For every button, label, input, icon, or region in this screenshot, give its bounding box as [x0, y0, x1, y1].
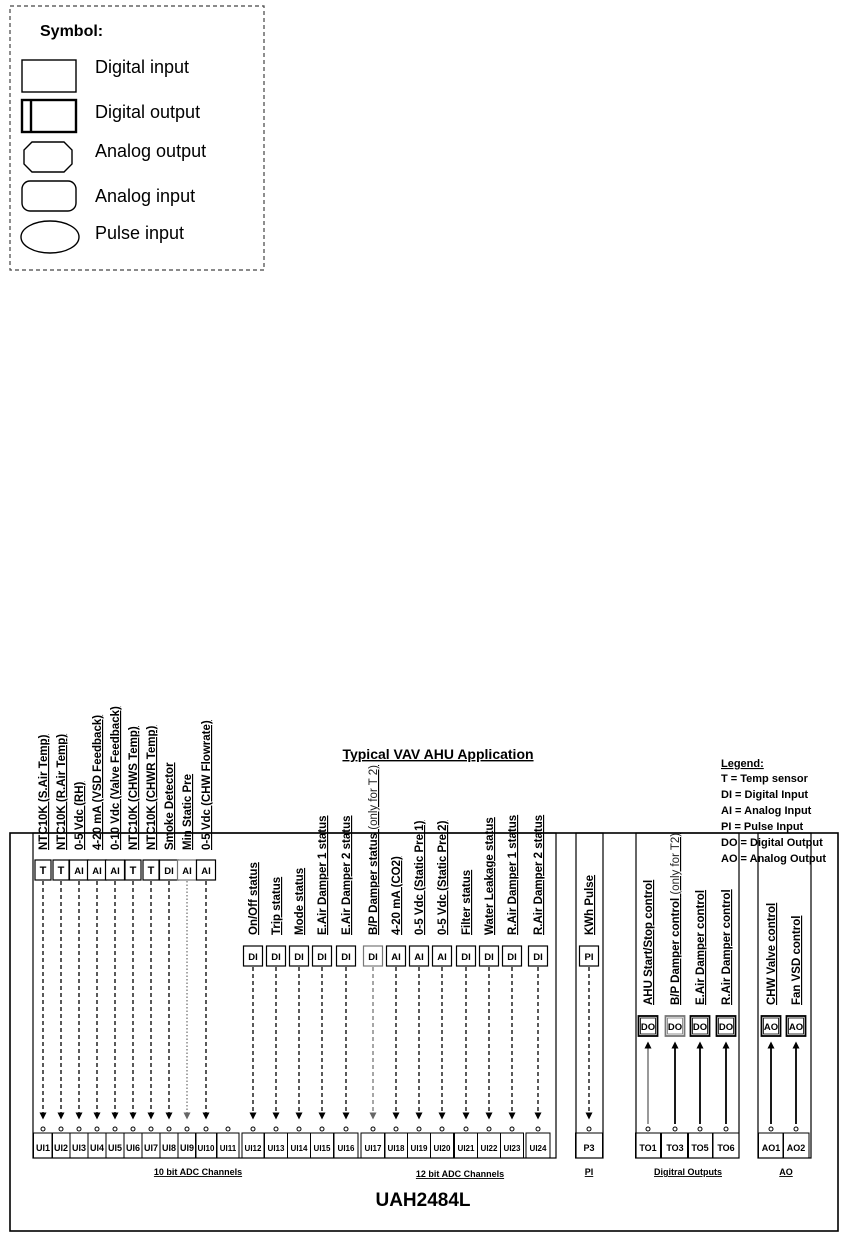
- screw-terminal-icon: [95, 1127, 99, 1131]
- terminal-label: UI18: [387, 1144, 405, 1153]
- signal-label: [414, 820, 426, 935]
- io-tag-ui3: [70, 860, 89, 880]
- terminal-ui6: [124, 1127, 142, 1158]
- io-tag-ui6: [125, 860, 141, 880]
- signal-label: [294, 868, 306, 935]
- terminal-label: UI8: [161, 1143, 177, 1153]
- io-tag-text: AI: [110, 866, 120, 877]
- signal-label: [128, 726, 140, 850]
- screw-terminal-icon: [204, 1127, 208, 1131]
- signal-label: [584, 875, 596, 935]
- signal-text: KWh Pulse: [584, 874, 596, 935]
- terminal-ui19: [408, 1127, 431, 1158]
- screw-terminal-icon: [769, 1127, 773, 1131]
- io-tag-text: DI: [317, 952, 327, 963]
- terminal-label: UI20: [433, 1144, 451, 1153]
- terminal-label: UI9: [179, 1143, 195, 1153]
- terminal-label: UI19: [410, 1144, 428, 1153]
- abbreviation-legend-title: Legend:: [721, 758, 764, 770]
- screw-terminal-icon: [131, 1127, 135, 1131]
- signal-note: (only for T2): [670, 832, 682, 898]
- signal-label: [461, 870, 473, 935]
- io-tag-text: DO: [667, 1022, 683, 1033]
- terminal-label: UI12: [244, 1144, 262, 1153]
- terminal-label: UI3: [71, 1143, 87, 1153]
- screw-terminal-icon: [149, 1127, 153, 1131]
- signal-label: [643, 880, 655, 1005]
- io-tag-text: T: [147, 865, 155, 877]
- terminal-ui21: [455, 1127, 478, 1158]
- io-tag-text: T: [39, 865, 47, 877]
- signal-label: [271, 877, 283, 935]
- terminal-label: P3: [583, 1143, 595, 1153]
- terminal-to5: [688, 1127, 713, 1158]
- group-label-10bit-adc: 10 bit ADC Channels: [153, 1167, 243, 1177]
- signal-text: Filter status: [461, 869, 473, 935]
- signal-label: [146, 725, 158, 850]
- screw-terminal-icon: [487, 1127, 491, 1131]
- io-tag-ui13: [267, 946, 286, 966]
- group-label-12bit-adc: 12 bit ADC Channels: [415, 1169, 505, 1179]
- signal-text: On/Off status: [248, 862, 260, 935]
- signal-text: NTC10K (R.Air Temp): [56, 733, 68, 850]
- io-tag-text: AI: [74, 866, 84, 877]
- screw-terminal-icon: [646, 1127, 650, 1131]
- screw-terminal-icon: [320, 1127, 324, 1131]
- screw-terminal-icon: [510, 1127, 514, 1131]
- io-tag-to3: [666, 1016, 685, 1036]
- terminal-ui15: [311, 1127, 334, 1158]
- io-tag-p3: [580, 946, 599, 966]
- io-tag-text: AI: [201, 866, 211, 877]
- terminal-ui14: [288, 1127, 311, 1158]
- signal-text: NTC10K (S.Air Temp): [38, 734, 50, 850]
- io-tag-ui21: [457, 946, 476, 966]
- io-tag-ui16: [337, 946, 356, 966]
- terminal-label: UI4: [89, 1143, 105, 1153]
- io-tag-text: AI: [391, 952, 401, 963]
- terminal-p3: [576, 1127, 603, 1158]
- group-label-digital-outputs: Digitral Outputs: [654, 1167, 722, 1177]
- signal-label: [791, 916, 803, 1005]
- terminal-ui13: [265, 1127, 288, 1158]
- diagram-title: Typical VAV AHU Application: [342, 746, 534, 762]
- io-tag-ui4: [88, 860, 107, 880]
- terminal-to3: [662, 1127, 689, 1158]
- io-tag-text: DI: [533, 952, 543, 963]
- signal-text: 0-5 Vdc (Static Pre 2): [437, 820, 449, 935]
- terminal-label: UI15: [313, 1144, 331, 1153]
- io-tag-text: AI: [182, 866, 192, 877]
- terminal-label: UI7: [143, 1143, 159, 1153]
- terminal-label: UI1: [35, 1143, 51, 1153]
- io-tag-to6: [717, 1016, 736, 1036]
- io-tag-text: T: [129, 865, 137, 877]
- screw-terminal-icon: [440, 1127, 444, 1131]
- terminal-to6: [713, 1127, 739, 1158]
- io-tag-text: DO: [718, 1022, 734, 1033]
- io-tag-ui22: [480, 946, 499, 966]
- io-tag-to5: [691, 1016, 710, 1036]
- symbol-legend: [10, 6, 264, 270]
- screw-terminal-icon: [724, 1127, 728, 1131]
- io-tag-text: DI: [461, 952, 471, 963]
- symbol-label-digital-input: Digital input: [95, 57, 190, 77]
- terminal-ui8: [160, 1127, 178, 1158]
- screw-terminal-icon: [251, 1127, 255, 1131]
- signal-label: [437, 820, 449, 935]
- terminal-label: UI23: [503, 1144, 521, 1153]
- terminal-label: UI14: [290, 1144, 308, 1153]
- digital-input-symbol: [22, 60, 76, 92]
- terminal-ui9: [178, 1127, 196, 1158]
- io-tag-text: DI: [368, 952, 378, 963]
- signal-label: [368, 765, 380, 935]
- io-tag-to1: [639, 1016, 658, 1036]
- signal-label: [484, 817, 496, 935]
- signal-label: [38, 734, 50, 850]
- signal-text: B/P Damper control: [670, 897, 682, 1005]
- signal-label: [317, 815, 329, 935]
- screw-terminal-icon: [344, 1127, 348, 1131]
- screw-terminal-icon: [297, 1127, 301, 1131]
- io-tag-ui12: [244, 946, 263, 966]
- terminal-ui17: [361, 1127, 385, 1158]
- signal-text: R.Air Damper control: [721, 889, 733, 1005]
- signal-label: [766, 903, 778, 1005]
- signal-text: NTC10K (CHWS Temp): [128, 726, 140, 850]
- signal-text: AHU Start/Stop control: [643, 879, 655, 1005]
- terminal-ao2: [783, 1127, 809, 1158]
- terminal-label: UI11: [219, 1144, 237, 1153]
- signal-label: [92, 715, 104, 850]
- terminal-to1: [636, 1127, 661, 1158]
- io-tag-text: AI: [92, 866, 102, 877]
- terminal-label: UI21: [457, 1144, 475, 1153]
- signal-label: [201, 720, 213, 850]
- screw-terminal-icon: [77, 1127, 81, 1131]
- symbol-label-analog-input: Analog input: [95, 186, 196, 206]
- io-tag-ao1: [762, 1016, 781, 1036]
- signal-label: [721, 889, 733, 1005]
- io-tag-ui1: [35, 860, 51, 880]
- io-tag-text: DI: [271, 952, 281, 963]
- io-tag-text: AO: [788, 1022, 804, 1033]
- terminal-ui20: [431, 1127, 454, 1158]
- terminal-label: AO2: [786, 1143, 806, 1153]
- analog-output-symbol: [24, 142, 72, 172]
- terminal-label: UI16: [337, 1144, 355, 1153]
- signal-text: E.Air Damper 1 status: [317, 815, 329, 935]
- analog-input-symbol: [22, 181, 76, 211]
- io-tag-ui23: [503, 946, 522, 966]
- screw-terminal-icon: [794, 1127, 798, 1131]
- terminal-ui5: [106, 1127, 124, 1158]
- signal-text: 0-5 Vdc (CHW Flowrate): [201, 720, 213, 850]
- signal-text: E.Air Damper control: [695, 889, 707, 1005]
- terminal-ui23: [501, 1127, 524, 1158]
- signal-text: 4-20 mA (VSD Feedback): [92, 714, 104, 850]
- legend-line: AI = Analog Input: [721, 805, 812, 817]
- signal-text: 0-5 Vdc (Static Pre 1): [414, 820, 426, 935]
- terminal-label: AO1: [761, 1143, 781, 1153]
- symbol-legend-title: Symbol:: [40, 23, 104, 40]
- signal-text: Smoke Detector: [164, 762, 176, 850]
- terminal-ui2: [52, 1127, 70, 1158]
- legend-line: DO = Digital Output: [721, 837, 823, 849]
- screw-terminal-icon: [226, 1127, 230, 1131]
- terminal-label: TO6: [717, 1143, 735, 1153]
- terminal-label: TO1: [639, 1143, 657, 1153]
- terminal-label: UI22: [480, 1144, 498, 1153]
- signal-label: [56, 734, 68, 850]
- signal-text: R.Air Damper 1 status: [507, 814, 519, 935]
- terminal-ui7: [142, 1127, 160, 1158]
- signal-text: CHW Valve control: [766, 902, 778, 1005]
- io-tag-text: DI: [341, 952, 351, 963]
- screw-terminal-icon: [185, 1127, 189, 1131]
- legend-line: PI = Pulse Input: [721, 821, 804, 833]
- io-tag-text: AI: [414, 952, 424, 963]
- signal-text: 0-10 Vdc (Valve Feedback): [110, 706, 122, 850]
- signal-text: NTC10K (CHWR Temp): [146, 725, 158, 850]
- signal-text: E.Air Damper 2 status: [341, 815, 353, 935]
- screw-terminal-icon: [464, 1127, 468, 1131]
- io-tag-text: DO: [692, 1022, 708, 1033]
- signal-label: [182, 774, 194, 850]
- io-tag-ui7: [143, 860, 159, 880]
- io-tag-ui15: [313, 946, 332, 966]
- terminal-ui18: [385, 1127, 408, 1158]
- signal-label: [391, 856, 403, 935]
- screw-terminal-icon: [41, 1127, 45, 1131]
- io-tag-text: DI: [164, 866, 174, 877]
- signal-text: Trip status: [271, 876, 283, 935]
- terminal-label: UI24: [529, 1144, 547, 1153]
- screw-terminal-icon: [59, 1127, 63, 1131]
- io-tag-text: PI: [584, 952, 594, 963]
- io-tag-ui18: [387, 946, 406, 966]
- terminal-label: TO5: [691, 1143, 709, 1153]
- signal-text: Fan VSD control: [791, 915, 803, 1005]
- io-tag-ui20: [433, 946, 452, 966]
- io-tag-text: DI: [484, 952, 494, 963]
- terminal-label: TO3: [666, 1143, 684, 1153]
- controller-name: UAH2484L: [375, 1190, 471, 1211]
- signal-note: (only for T 2): [368, 764, 380, 833]
- screw-terminal-icon: [394, 1127, 398, 1131]
- io-tag-text: DI: [507, 952, 517, 963]
- terminal-ui24: [526, 1127, 550, 1158]
- terminal-ui10: [196, 1127, 217, 1158]
- io-tag-ui24: [529, 946, 548, 966]
- io-tag-ui14: [290, 946, 309, 966]
- legend-line: AO = Analog Output: [721, 853, 826, 865]
- signal-text: 4-20 mA (CO2): [391, 856, 403, 935]
- signal-text: Mode status: [294, 867, 306, 935]
- io-tag-ui9: [178, 860, 197, 880]
- signal-label: [248, 862, 260, 935]
- screw-terminal-icon: [587, 1127, 591, 1131]
- terminal-label: UI10: [197, 1144, 215, 1153]
- terminal-label: UI13: [267, 1144, 285, 1153]
- signal-label: [533, 815, 545, 935]
- io-tag-text: AI: [437, 952, 447, 963]
- screw-terminal-icon: [673, 1127, 677, 1131]
- io-tag-ui17: [364, 946, 383, 966]
- signal-label: [164, 762, 176, 850]
- legend-line: T = Temp sensor: [721, 773, 808, 785]
- io-tag-ao2: [787, 1016, 806, 1036]
- terminal-label: UI17: [364, 1144, 382, 1153]
- terminal-ui11: [217, 1127, 239, 1158]
- pulse-input-symbol: [21, 221, 79, 253]
- signal-text: R.Air Damper 2 status: [533, 814, 545, 935]
- legend-line: DI = Digital Input: [721, 789, 809, 801]
- terminal-ui22: [478, 1127, 501, 1158]
- symbol-label-analog-output: Analog output: [95, 141, 207, 161]
- terminal-label: UI5: [107, 1143, 123, 1153]
- io-tag-text: DI: [248, 952, 258, 963]
- symbol-label-digital-output: Digital output: [95, 102, 201, 122]
- group-label-ao: AO: [779, 1167, 793, 1177]
- io-tag-ui5: [106, 860, 125, 880]
- io-tag-ui10: [197, 860, 216, 880]
- terminal-ao1: [759, 1127, 784, 1158]
- symbol-label-pulse-input: Pulse input: [95, 223, 185, 243]
- io-tag-text: DI: [294, 952, 304, 963]
- screw-terminal-icon: [536, 1127, 540, 1131]
- terminal-ui1: [34, 1127, 53, 1158]
- io-tag-text: AO: [763, 1022, 779, 1033]
- terminal-ui12: [242, 1127, 264, 1158]
- io-tag-ui8: [160, 860, 179, 880]
- signal-label: [507, 815, 519, 935]
- signal-label: [110, 706, 122, 850]
- signal-label: [74, 781, 86, 850]
- terminal-ui16: [334, 1127, 358, 1158]
- signal-text: Water Leakage status: [484, 817, 496, 935]
- terminal-label: UI2: [53, 1143, 69, 1153]
- signal-text: Min Static Pre: [182, 773, 194, 850]
- screw-terminal-icon: [167, 1127, 171, 1131]
- terminal-ui4: [88, 1127, 106, 1158]
- screw-terminal-icon: [417, 1127, 421, 1131]
- terminals-layer: [34, 706, 810, 1158]
- screw-terminal-icon: [698, 1127, 702, 1131]
- signal-label: [670, 833, 682, 1005]
- signal-text: B/P Damper status: [368, 832, 380, 935]
- signal-label: [341, 815, 353, 935]
- signal-label: [695, 890, 707, 1005]
- signal-text: 0-5 Vdc (RH): [74, 781, 86, 850]
- io-tag-text: T: [57, 865, 65, 877]
- terminal-label: UI6: [125, 1143, 141, 1153]
- screw-terminal-icon: [371, 1127, 375, 1131]
- terminal-ui3: [70, 1127, 88, 1158]
- io-tag-ui19: [410, 946, 429, 966]
- screw-terminal-icon: [274, 1127, 278, 1131]
- screw-terminal-icon: [113, 1127, 117, 1131]
- io-tag-text: DO: [640, 1022, 656, 1033]
- group-label-pi: PI: [584, 1167, 594, 1177]
- io-tag-ui2: [53, 860, 69, 880]
